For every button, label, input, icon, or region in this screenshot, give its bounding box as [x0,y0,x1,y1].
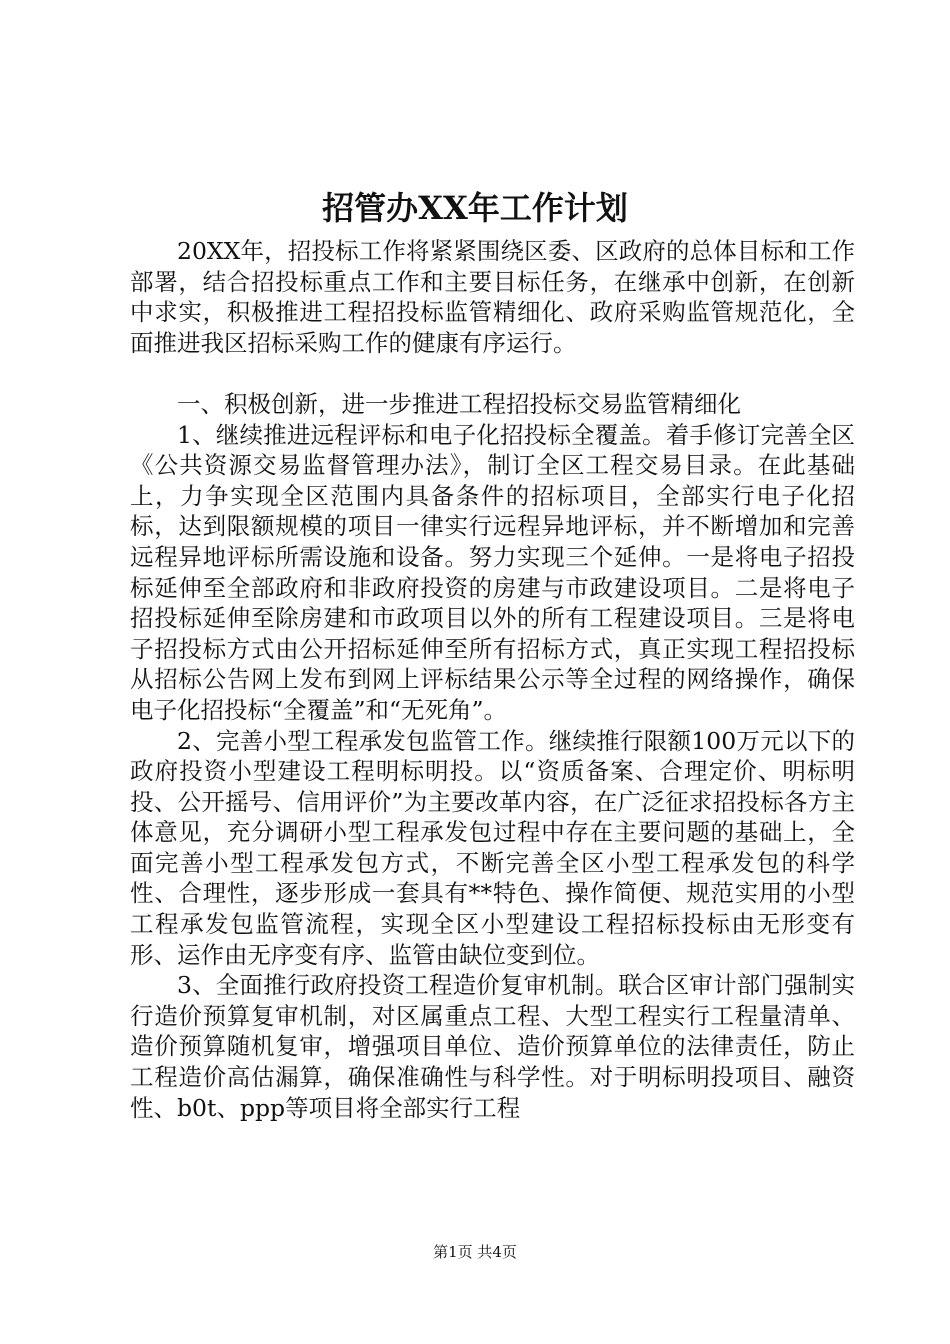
document-body [130,236,855,1123]
section-heading: 一、积极创新，进一步推进工程招投标交易监管精细化 [177,389,741,418]
item-paragraph-1: 1、继续推进远程评标和电子化招投标全覆盖。着手修订完善全区《公共资源交易监督管理办法》，制订全区工程交易目录。在此基础上，力争实现全区范围内具备条件的招标项目，全部实行电子化招标，达到限额规模的项目一律实行远程异地评标，并不断增加和完善远程异地评标所需设施和设备。努力实现三个延伸。一是将电子招投标延伸至全部政府和非政府投资的房建与市政建设项目。二是将电子招投标延伸至除房建和市政项目以外的所有工程建设项目。三是将电子招投标方式由公开招标延伸至所有招标方式，真正实现工程招投标从招标公告网上发布到网上评标结果公示等全过程的网络操作，确保电子化招投标“全覆盖”和“无死角”。 [130,420,855,724]
page-footer: 第1页 共4页 [433,1243,517,1261]
document-title: 招管办XX年工作计划 [322,189,628,227]
item-paragraph-2: 2、完善小型工程承发包监管工作。继续推行限额100万元以下的政府投资小型建设工程明标明投。以“资质备案、合理定价、明标明投、公开摇号、信用评价”为主要改革内容，在广泛征求招投标各方主体意见，充分调研小型工程承发包过程中存在主要问题的基础上，全面完善小型工程承发包方式，不断完善全区小型工程承发包的科学性、合理性，逐步形成一套具有**特色、操作简便、规范实用的小型工程承发包监管流程，实现全区小型建设工程招标投标由无形变有形、运作由无序变有序、监管由缺位变到位。 [130,726,855,969]
item-paragraph-3: 3、全面推行政府投资工程造价复审机制。联合区审计部门强制实行造价预算复审机制，对区属重点工程、大型工程实行工程量清单、造价预算随机复审，增强项目单位、造价预算单位的法律责任，防止工程造价高估漏算，确保准确性与科学性。对于明标明投项目、融资性、b0t、ppp等项目将全部实行工程 [130,971,855,1122]
intro-paragraph: 20XX年，招投标工作将紧紧围绕区委、区政府的总体目标和工作部署，结合招投标重点工作和主要目标任务，在继承中创新，在创新中求实，积极推进工程招投标监管精细化、政府采购监管规范化，全面推进我区招标采购工作的健康有序运行。 [130,237,855,357]
